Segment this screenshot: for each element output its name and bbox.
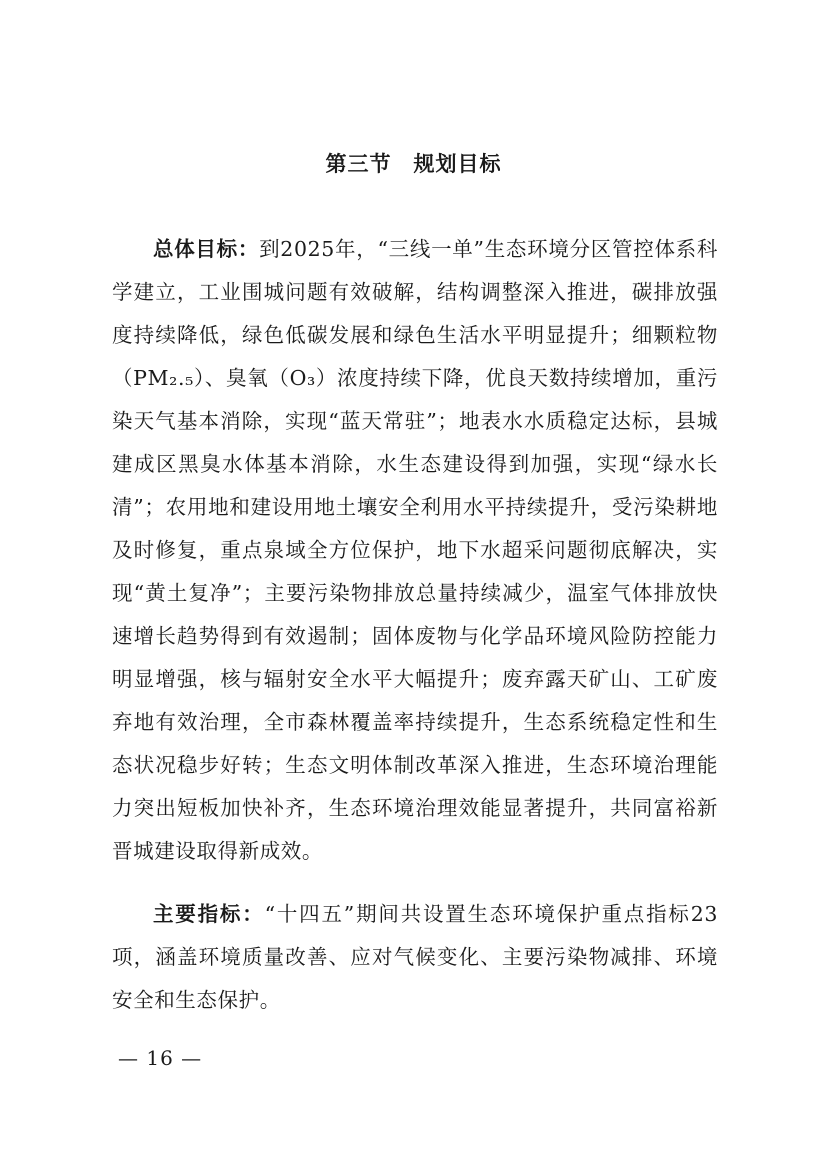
section-heading <box>0 148 827 178</box>
paragraph-text: “十四五”期间共设置生态环境保护重点指标23项，涵盖环境质量改善、应对气候变化、主要污染物减排、环境安全和生态保护。 <box>112 902 719 1012</box>
section-number: 第三节 <box>325 151 392 176</box>
page-number: — 16 — <box>118 1046 203 1070</box>
paragraph-lead: 总体目标： <box>153 237 260 261</box>
paragraph-lead: 主要指标： <box>153 902 265 926</box>
paragraph-text: 到2025年，“三线一单”生态环境分区管控体系科学建立，工业围城问题有效破解，结构调整深入推进，碳排放强度持续降低，绿色低碳发展和绿色生活水平明显提升；细颗粒物（PM₂.₅）、臭氧（O₃）浓度持续下降，优良天数持续增加，重污染天气基本消除，实现“蓝天常驻”；地表水水质稳定达标，县城建成区黑臭水体基本消除，水生态建设得到加强，实现“绿水长清”；农用地和建设用地土壤安全利用水平持续提升，受污染耕地及时修复，重点泉域全方位保护，地下水超采问题彻底解决，实现“黄土复净”；主要污染物排放总量持续减少，温室气体排放快速增长趋势得到有效遏制；固体废物与化学品环境风险防控能力明显增强，核与辐射安全水平大幅提升；废弃露天矿山、工矿废弃地有效治理，全市森林覆盖率持续提升，生态系统稳定性和生态状况稳步好转；生态文明体制改革深入推进，生态环境治理能力突出短板加快补齐，生态环境治理效能显著提升，共同富裕新晋城建设取得新成效。 <box>112 237 718 863</box>
paragraph-main-indicators <box>112 893 718 1022</box>
section-title: 规划目标 <box>413 151 502 176</box>
paragraph-overall-goal <box>112 228 718 873</box>
